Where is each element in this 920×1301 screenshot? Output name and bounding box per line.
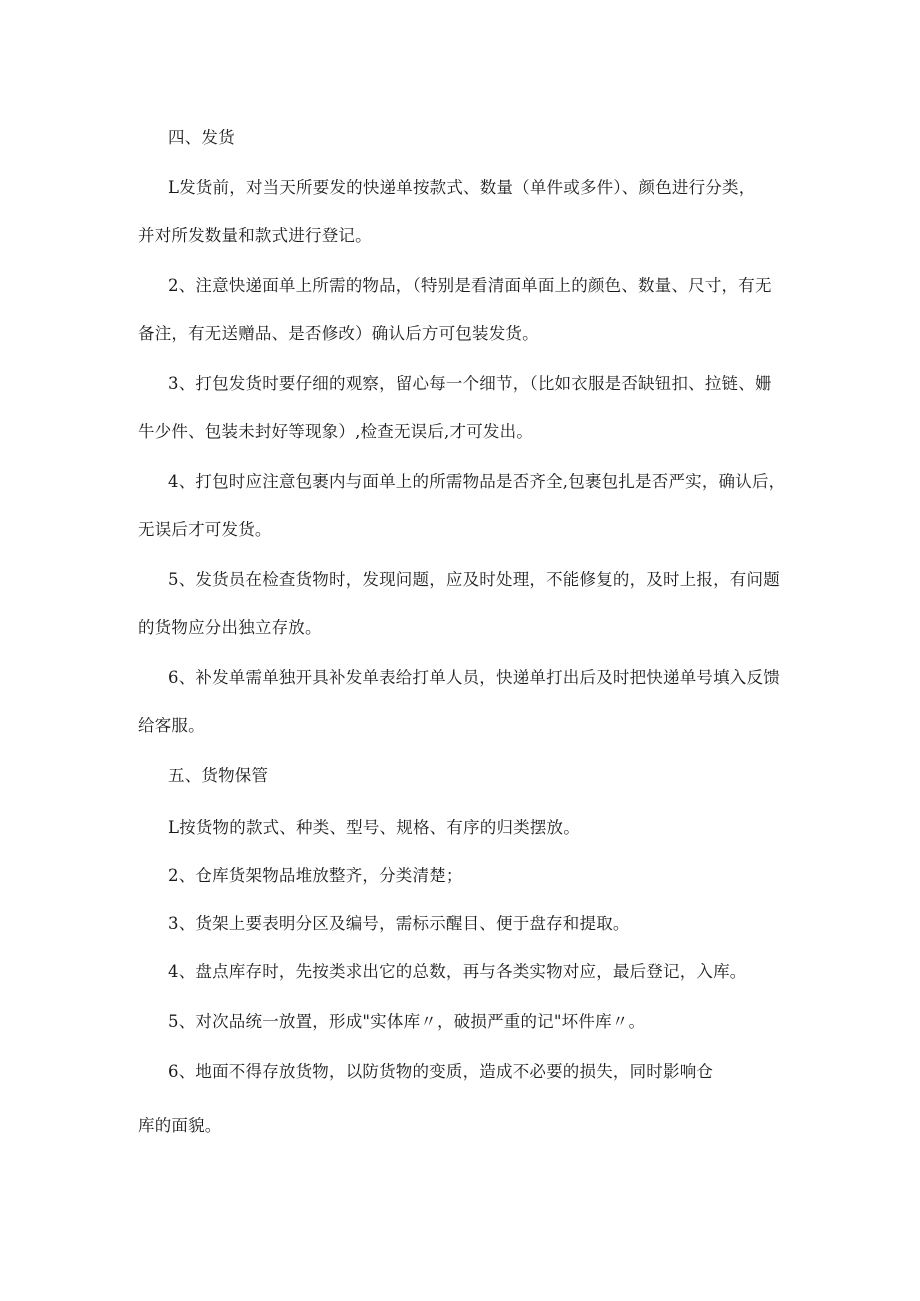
section-heading-shipping: 四、发货: [168, 128, 235, 147]
paragraph-line: 5、对次品统一放置，形成"实体库〃，破损严重的记"坏件库〃。: [168, 1012, 646, 1031]
paragraph-line: 3、货架上要表明分区及编号，需标示醒目、便于盘存和提取。: [168, 914, 630, 933]
paragraph-line: 5、发货员在检查货物时，发现问题，应及时处理，不能修复的，及时上报，有问题: [168, 570, 780, 589]
paragraph-line: 并对所发数量和款式进行登记。: [138, 226, 372, 245]
paragraph-line: L按货物的款式、种类、型号、规格、有序的归类摆放。: [168, 818, 580, 837]
paragraph-line: 备注，有无送赠品、是否修改）确认后方可包装发货。: [138, 324, 539, 343]
paragraph-line: 无误后才可发货。: [138, 520, 272, 539]
paragraph-line: 牛少件、包装未封好等现象）,检查无误后,才可发出。: [138, 422, 533, 441]
paragraph-line: 6、地面不得存放货物，以防货物的变质，造成不必要的损失，同时影响仓: [168, 1062, 714, 1081]
paragraph-line: 4、打包时应注意包裹内与面单上的所需物品是否齐全,包裹包扎是否严实，确认后，: [168, 472, 786, 491]
paragraph-line: 2、仓库货架物品堆放整齐，分类清楚；: [168, 866, 463, 885]
paragraph-line: 6、补发单需单独开具补发单表给打单人员，快递单打出后及时把快递单号填入反馈: [168, 668, 780, 687]
paragraph-line: 2、注意快递面单上所需的物品，（特别是看清面单面上的颜色、数量、尺寸，有无: [168, 276, 772, 295]
paragraph-line: 库的面貌。: [138, 1116, 222, 1135]
paragraph-line: 的货物应分出独立存放。: [138, 618, 322, 637]
paragraph-line: 4、盘点库存时，先按类求出它的总数，再与各类实物对应，最后登记，入库。: [168, 962, 747, 981]
paragraph-line: 3、打包发货时要仔细的观察，留心每一个细节，（比如衣服是否缺钮扣、拉链、姗: [168, 374, 772, 393]
paragraph-line: L发货前，对当天所要发的快递单按款式、数量（单件或多件）、颜色进行分类，: [168, 178, 756, 197]
section-heading-storage: 五、货物保管: [168, 766, 269, 785]
paragraph-line: 给客服。: [138, 716, 205, 735]
